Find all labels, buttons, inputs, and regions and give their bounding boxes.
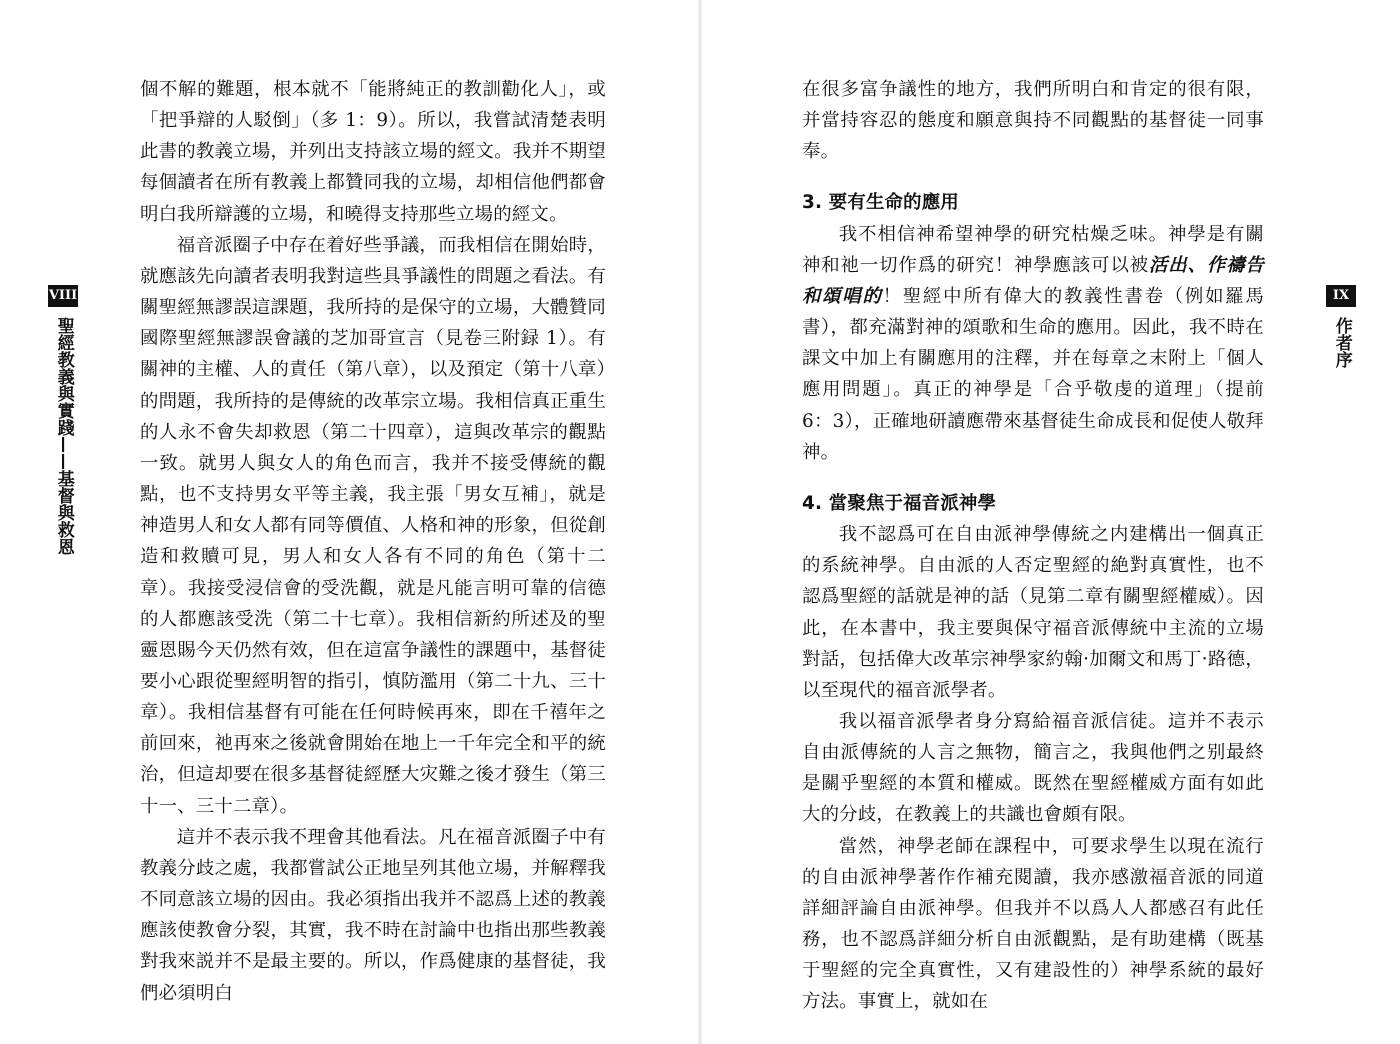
left-paragraph-2: 福音派圈子中存在着好些爭議，而我相信在開始時，就應該先向讀者表明我對這些具爭議性的問題之看法。有關聖經無謬誤這課題，我所持的是保守的立場，大體贊同國際聖經無謬誤會議的芝加哥宣言（見卷三附録 1）。有關神的主權、人的責任（第八章），以及預定（第十八章）的問題，我所持的是傳統的改革宗立場。我相信真正重生的人永不會失却救恩（第二十四章），這與改革宗的觀點一致。就男人與女人的角色而言，我并不接受傳統的觀點，也不支持男女平等主義，我主張「男女互補」，就是神造男人和女人都有同等價值、人格和神的形象，但從創造和救贖可見，男人和女人各有不同的角色（第十二章）。我接受浸信會的受洗觀，就是凡能言明可靠的信德的人都應該受洗（第二十七章）。我相信新約所述及的聖靈恩賜今天仍然有效，但在這富争議性的課題中，基督徒要小心跟從聖經明智的指引，慎防濫用（第二十九、三十章）。我相信基督有可能在任何時候再來，即在千禧年之前回來，祂再來之後就會開始在地上一千年完全和平的統治，但這却要在很多基督徒經歷大灾難之後才發生（第三十一、三十二章）。 [140, 234, 606, 817]
section-3-text-after: ！聖經中所有偉大的教義性書卷（例如羅馬書），都充滿對神的頌歌和生命的應用。因此，我不時在課文中加上有關應用的注釋，并在每章之末附上「個人應用問題」。真正的神學是「合乎敬虔的道理」（提前 6：3），正確地研讀應帶來基督徒生命成長和促使人敬拜神。 [802, 285, 1264, 463]
right-intro-paragraph: 在很多富争議性的地方，我們所明白和肯定的很有限，并當持容忍的態度和願意與持不同觀點的基督徒一同事奉。 [802, 79, 1264, 163]
section-4-heading: 4. 當聚焦于福音派神學 [802, 492, 997, 514]
section-3-heading: 3. 要有生命的應用 [802, 192, 959, 214]
right-body-text [802, 74, 1264, 1018]
section-3-paragraph [802, 219, 1264, 468]
left-side-tab [48, 285, 78, 555]
left-page [0, 0, 698, 1044]
left-running-title: 聖經教義與實踐——基督與救恩 [53, 317, 74, 555]
right-page-numeral: IX [1326, 285, 1356, 307]
section-spacer [802, 167, 1264, 187]
left-page-numeral: VIII [48, 285, 78, 307]
right-running-title: 作者序 [1331, 317, 1352, 368]
section-4-paragraph-3: 當然，神學老師在課程中，可要求學生以現在流行的自由派神學著作作補充閱讀，我亦感激福音派的同道詳細評論自由派神學。但我并不以爲人人都感召有此任務，也不認爲詳細分析自由派觀點，是有助建構（既基于聖經的完全真實性，又有建設性的）神學系統的最好方法。事實上，就如在 [802, 835, 1264, 1013]
right-side-tab [1326, 285, 1356, 368]
left-paragraph-1: 個不解的難題，根本就不「能將純正的教訓勸化人」，或「把爭辯的人駁倒」（多 1：9）。所以，我嘗試清楚表明此書的教義立場，并列出支持該立場的經文。我并不期望每個讀者在所有教義上都贊同我的立場，却相信他們都會明白我所辯護的立場，和曉得支持那些立場的經文。 [140, 79, 606, 225]
section-3-text-before: 我不相信神希望神學的研究枯燥乏味。神學是有關神和祂一切作爲的研究！神學應該可以被 [802, 223, 1264, 276]
left-paragraph-3: 這并不表示我不理會其他看法。凡在福音派圈子中有教義分歧之處，我都嘗試公正地呈列其他立場，并解釋我不同意該立場的因由。我必須指出我并不認爲上述的教義應該使教會分裂，其實，我不時在討論中也指出那些教義對我來説并不是最主要的。所以，作爲健康的基督徒，我們必須明白 [140, 826, 606, 1004]
right-page [702, 0, 1400, 1044]
section-4-paragraph-2: 我以福音派學者身分寫給福音派信徒。這并不表示自由派傳統的人言之無物，簡言之，我與他們之别最終是關乎聖經的本質和權威。既然在聖經權威方面有如此大的分歧，在教義上的共識也會頗有限。 [802, 710, 1264, 826]
section-4-paragraph-1: 我不認爲可在自由派神學傳統之内建構出一個真正的系統神學。自由派的人否定聖經的絶對真實性，也不認爲聖經的話就是神的話（見第二章有關聖經權威）。因此，在本書中，我主要與保守福音派傳統中主流的立場對話，包括偉大改革宗神學家約翰·加爾文和馬丁·路德，以至現代的福音派學者。 [802, 524, 1264, 701]
left-body-text [140, 74, 606, 1009]
section-spacer [802, 468, 1264, 488]
section-3-emphasis: 活出、作禱告和頌唱的 [802, 254, 1264, 307]
